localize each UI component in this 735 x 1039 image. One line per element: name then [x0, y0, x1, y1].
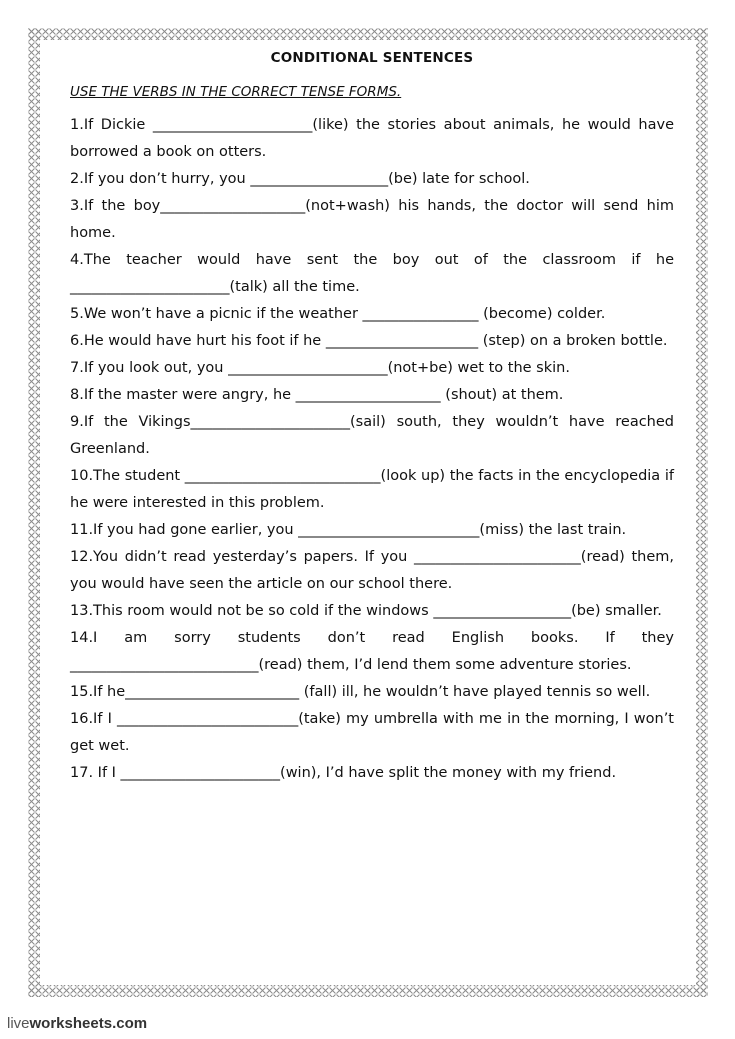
liveworksheets-logo	[7, 1015, 147, 1032]
question-3: 3.If the boy____________________(not+wash) his hands, the doctor will send him home.	[70, 198, 674, 241]
instruction-text: USE THE VERBS IN THE CORRECT TENSE FORMS.	[70, 84, 402, 100]
page-title: CONDITIONAL SENTENCES	[270, 50, 474, 66]
question-6: 6.He would have hurt his foot if he _____________________ (step) on a broken bottle.	[70, 333, 668, 349]
question-14: 14.I am sorry students don’t read English books. If they __________________________(read) them, I’d lend them some adventure stories.	[70, 630, 674, 673]
worksheet	[70, 50, 674, 787]
question-12: 12.You didn’t read yesterday’s papers. If you _______________________(read) them, you would have seen the article on our school there.	[70, 549, 674, 592]
question-10: 10.The student ___________________________(look up) the facts in the encyclopedia if he were interested in this problem.	[70, 468, 674, 511]
question-11: 11.If you had gone earlier, you _________________________(miss) the last train.	[70, 522, 627, 538]
question-8: 8.If the master were angry, he ____________________ (shout) at them.	[70, 387, 564, 403]
question-4: 4.The teacher would have sent the boy out of the classroom if he ______________________(talk) all the time.	[70, 252, 674, 295]
brand-suffix: .com	[112, 1015, 148, 1032]
question-5: 5.We won’t have a picnic if the weather ________________ (become) colder.	[70, 306, 606, 322]
question-16: 16.If I _________________________(take) my umbrella with me in the morning, I won’t get wet.	[70, 711, 674, 754]
question-2: 2.If you don’t hurry, you ___________________(be) late for school.	[70, 171, 530, 187]
question-1: 1.If Dickie ______________________(like) the stories about animals, he would have borrowed a book on otters.	[70, 117, 674, 160]
brand-bold: worksheets	[29, 1015, 113, 1032]
question-15: 15.If he________________________ (fall) ill, he wouldn’t have played tennis so well.	[70, 684, 651, 700]
question-9: 9.If the Vikings______________________(sail) south, they wouldn’t have reached Greenland.	[70, 414, 674, 457]
question-13: 13.This room would not be so cold if the windows ___________________(be) smaller.	[70, 603, 662, 619]
brand-prefix: live	[7, 1015, 30, 1032]
question-17: 17. If I ______________________(win), I’d have split the money with my friend.	[70, 765, 617, 781]
question-7: 7.If you look out, you ______________________(not+be) wet to the skin.	[70, 360, 570, 376]
